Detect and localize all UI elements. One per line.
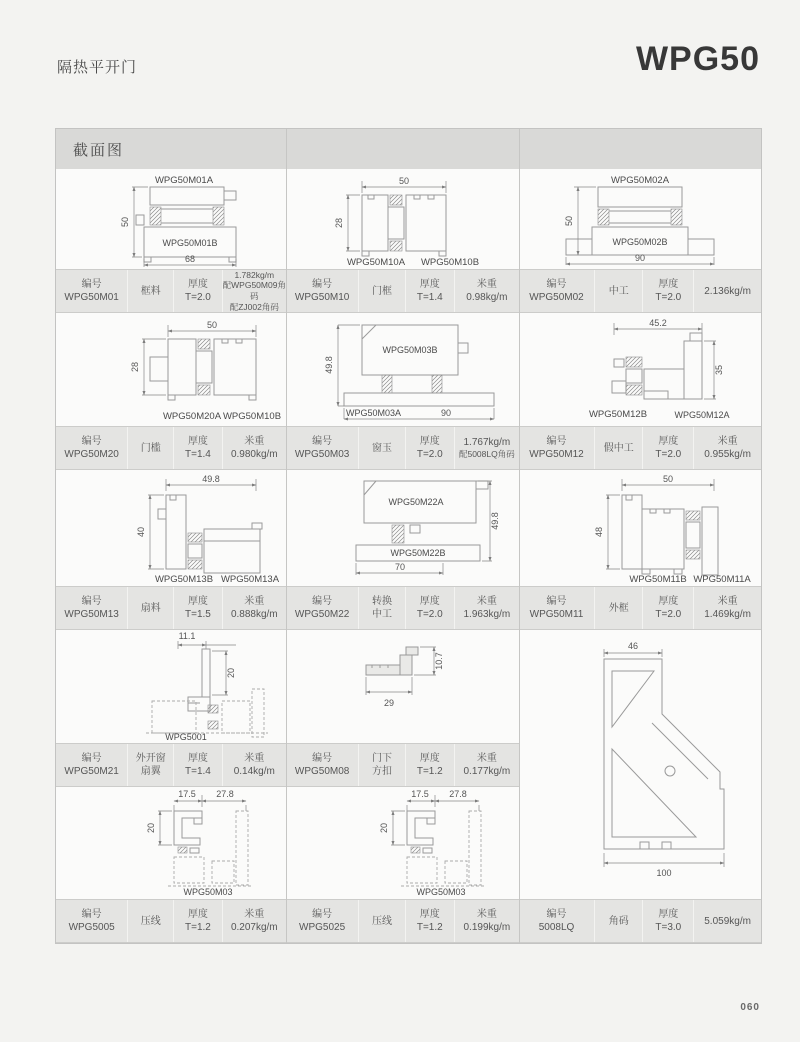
profile-label: WPG50M01A [154,175,214,186]
dim-value: 49.8 [324,356,334,374]
field-thickness: 厚度 T=2.0 [405,587,454,629]
field-code: 编号 WPG5005 [68,909,115,933]
column-divider [286,129,287,943]
field-thickness: 厚度 T=2.0 [642,587,693,629]
field-weight: 5.059kg/m [693,900,761,942]
profile-label: WPG50M13B [154,574,214,585]
dim-value: 68 [184,254,196,264]
field-weight: 米重 0.199kg/m [454,900,519,942]
field-code: 编号 WPG50M03 [294,436,350,460]
field-weight: 米重 0.98kg/m [454,270,519,312]
info-strip-wpg50m11 [519,586,761,630]
field-name: 框料 [127,270,173,312]
field-name: 门框 [358,270,405,312]
dim-value: 50 [564,215,574,227]
field-weight: 米重 0.955kg/m [693,427,761,469]
info-strip-wpg50m02 [519,269,761,313]
info-strip-wpg50m08 [286,743,519,787]
profile-label: WPG50M10B [420,257,480,268]
dim-value: 28 [334,217,344,229]
field-weight: 1.782kg/m 配WPG50M09角码 配ZJ002角码 [222,270,286,312]
dim-value: 50 [206,320,218,330]
info-strip-5008lq [519,899,761,943]
series-model-title: WPG50 [635,40,760,78]
page-category-title: 隔热平开门 [57,59,138,76]
dim-value: 50 [398,176,410,186]
dim-value: 49.8 [490,512,500,530]
dim-value: 40 [136,526,146,538]
info-strip-wpg50m03 [286,426,519,470]
dim-value: 17.5 [178,789,196,799]
drawing-wpg50m13 [136,474,280,585]
profile-label: WPG50M01B [162,238,218,248]
field-code: 编号 WPG50M01 [64,279,119,303]
field-name: 窗玉 [358,427,405,469]
profile-label: WPG5001 [165,732,207,742]
field-weight: 米重 1.963kg/m [454,587,519,629]
drawing-wpg50m08 [366,647,444,708]
profile-label: WPG50M20A [162,411,222,422]
field-name: 外框 [594,587,642,629]
field-name: 角码 [594,900,642,942]
dim-value: 27.8 [449,789,467,799]
field-weight: 2.136kg/m [693,270,761,312]
profile-label: WPG50M11B [629,574,687,585]
dim-value: 90 [440,408,452,418]
dim-value: 70 [394,562,406,572]
field-name: 门下 方扣 [358,744,405,786]
field-weight: 米重 0.980kg/m [222,427,286,469]
dim-value: 50 [662,474,674,484]
drawing-wpg5005 [146,789,252,897]
profile-label: WPG50M02A [610,175,670,186]
field-code: 编号 WPG50M21 [64,753,119,777]
drawing-5008lq-corner-bracket [604,641,724,878]
field-thickness: 厚度 T=2.0 [173,270,221,312]
dim-value: 48 [594,526,604,538]
field-thickness: 厚度 T=1.4 [405,270,454,312]
field-name: 中工 [594,270,642,312]
dim-value: 20 [226,667,236,679]
section-drawings [56,129,761,943]
profile-label: WPG50M12B [588,409,648,420]
drawing-wpg50m22 [356,481,500,575]
dim-value: 50 [120,216,130,228]
profile-label: WPG50M03B [382,345,438,355]
info-strip-wpg50m13 [56,586,286,630]
field-weight: 米重 0.177kg/m [454,744,519,786]
dim-value: 10.7 [434,652,444,670]
drawing-wpg50m12 [589,318,730,420]
section-table [55,128,762,944]
field-thickness: 厚度 T=3.0 [642,900,693,942]
info-strip-wpg50m10 [286,269,519,313]
dim-value: 90 [634,253,646,263]
profile-label: WPG50M10A [346,257,406,268]
field-name: 外开窗 扇翼 [127,744,173,786]
info-strip-wpg50m01 [56,269,286,313]
profile-label: WPG50M12A [674,410,730,420]
field-thickness: 厚度 T=2.0 [642,270,693,312]
profile-label: WPG50M03A [346,408,402,418]
drawing-wpg50m02 [564,175,714,265]
field-thickness: 厚度 T=1.5 [173,587,221,629]
dim-value: 35 [714,364,724,376]
field-weight: 米重 0.14kg/m [222,744,286,786]
dim-value: 46 [627,641,639,651]
field-thickness: 厚度 T=2.0 [405,427,454,469]
drawing-wpg50m20 [130,320,281,422]
info-strip-wpg5005 [56,899,286,943]
profile-label: WPG50M11A [693,574,751,585]
field-code: 编号 WPG50M08 [294,753,350,777]
field-name: 扇料 [127,587,173,629]
info-strip-wpg5025 [286,899,519,943]
drawing-wpg50m03 [324,325,494,419]
field-weight: 米重 0.207kg/m [222,900,286,942]
field-thickness: 厚度 T=1.4 [173,744,221,786]
info-strip-wpg50m12 [519,426,761,470]
dim-value: 49.8 [202,474,220,484]
profile-label: WPG50M02B [612,237,668,247]
drawing-wpg50m11 [594,474,751,585]
field-name: 压线 [127,900,173,942]
field-weight: 1.767kg/m 配5008LQ角码 [454,427,519,469]
field-thickness: 厚度 T=1.4 [173,427,221,469]
dim-value: 11.1 [178,631,196,641]
field-code: 编号 WPG50M11 [529,596,584,620]
field-code: 编号 WPG50M13 [64,596,119,620]
dim-value: 29 [383,698,395,708]
field-code: 编号 WPG50M22 [294,596,350,620]
profile-label: WPG50M03 [183,887,233,897]
field-name: 门槛 [127,427,173,469]
field-weight: 米重 1.469kg/m [693,587,761,629]
field-thickness: 厚度 T=1.2 [405,744,454,786]
section-header: 截面图 [56,129,761,169]
field-code: 编号 WPG50M02 [529,279,584,303]
field-weight: 米重 0.888kg/m [222,587,286,629]
column-divider [519,129,520,943]
drawing-wpg50m01 [120,175,236,267]
field-name: 假中工 [594,427,642,469]
dim-value: 45.2 [649,318,667,328]
field-name: 转换 中工 [358,587,405,629]
field-code: 编号 WPG50M10 [294,279,350,303]
info-strip-wpg50m21 [56,743,286,787]
dim-value: 20 [146,822,156,834]
field-code: 编号 WPG5025 [299,909,346,933]
profile-label: WPG50M03 [416,887,466,897]
drawing-wpg5025 [379,789,485,897]
page-number: 060 [740,1002,760,1013]
profile-label: WPG50M22A [388,497,444,507]
drawing-wpg50m21 [146,631,268,742]
drawing-wpg50m10 [334,176,479,268]
profile-label: WPG50M13A [220,574,280,585]
field-code: 编号 WPG50M12 [529,436,584,460]
info-strip-wpg50m22 [286,586,519,630]
field-thickness: 厚度 T=1.2 [405,900,454,942]
field-thickness: 厚度 T=1.2 [173,900,221,942]
profile-label: WPG50M10B [222,411,282,422]
dim-value: 100 [656,868,672,878]
profile-label: WPG50M22B [390,548,446,558]
field-code: 编号 5008LQ [538,909,575,933]
field-name: 压线 [358,900,405,942]
field-code: 编号 WPG50M20 [64,436,119,460]
field-thickness: 厚度 T=2.0 [642,427,693,469]
dim-value: 20 [379,822,389,834]
dim-value: 28 [130,361,140,373]
dim-value: 17.5 [411,789,429,799]
info-strip-wpg50m20 [56,426,286,470]
dim-value: 27.8 [216,789,234,799]
